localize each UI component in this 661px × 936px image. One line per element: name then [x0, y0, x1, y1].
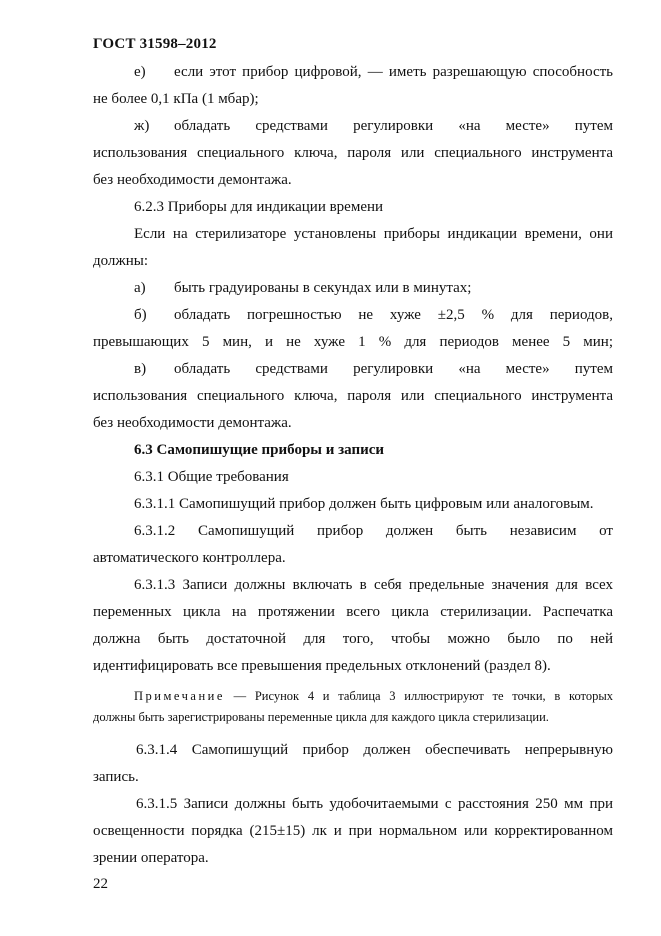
clause-6-3-1-1: 6.3.1.1 Самопишущий прибор должен быть цифровым или аналоговым. — [134, 496, 594, 512]
note-line — [134, 688, 613, 704]
note-label: Примечание — [134, 689, 225, 703]
paragraph-line: быть градуированы в секундах или в минутах; — [174, 280, 472, 296]
paragraph-line: превышающих 5 мин, и не хуже 1 % для периодов менее 5 мин; — [93, 334, 613, 350]
clause-6-3-1-2: 6.3.1.2 Самопишущий прибор должен быть независим от — [134, 523, 613, 539]
page-number: 22 — [93, 876, 108, 892]
paragraph-line: переменных цикла на протяжении всего цикла стерилизации. Распечатка — [93, 604, 613, 620]
paragraph-line: обладать средствами регулировки «на месте» путем — [174, 361, 613, 377]
paragraph-line: зрении оператора. — [93, 850, 209, 866]
clause-6-3-1-4: 6.3.1.4 Самопишущий прибор должен обеспечивать непрерывную — [136, 742, 613, 758]
note-text: — Рисунок 4 и таблица 3 иллюстрируют те точки, в которых — [224, 689, 613, 703]
paragraph-line: без необходимости демонтажа. — [93, 415, 292, 431]
paragraph-line: не более 0,1 кПа (1 мбар); — [93, 91, 259, 107]
list-marker: е) — [134, 64, 146, 80]
paragraph-line: Если на стерилизаторе установлены приборы индикации времени, они — [134, 226, 613, 242]
list-marker: в) — [134, 361, 147, 377]
paragraph-line: если этот прибор цифровой, — иметь разрешающую способность — [174, 64, 613, 80]
paragraph-line: идентифицировать все превышения предельных отклонений (раздел 8). — [93, 658, 551, 674]
clause-6-3-1-3: 6.3.1.3 Записи должны включать в себя предельные значения для всех — [134, 577, 613, 593]
paragraph-line: использования специального ключа, пароля или специального инструмента — [93, 145, 613, 161]
list-item-a — [134, 279, 613, 297]
subsection-title-6-3-1: 6.3.1 Общие требования — [134, 469, 289, 485]
list-item-b — [134, 306, 613, 324]
list-marker: а) — [134, 280, 146, 296]
paragraph-line: должны: — [93, 253, 149, 269]
paragraph-line: автоматического контроллера. — [93, 550, 286, 566]
list-item-v — [134, 360, 613, 378]
paragraph-line: запись. — [93, 769, 139, 785]
paragraph-line: обладать погрешностью не хуже ±2,5 % для периодов, — [174, 307, 613, 323]
document-header: ГОСТ 31598–2012 — [93, 36, 217, 52]
paragraph-line: освещенности порядка (215±15) лк и при нормальном или корректированном — [93, 823, 613, 839]
list-marker: ж) — [134, 118, 150, 134]
list-item-e — [134, 63, 613, 81]
list-item-zh — [134, 117, 613, 135]
section-title-6-3: 6.3 Самопишущие приборы и записи — [134, 442, 385, 458]
subsection-title-6-2-3: 6.2.3 Приборы для индикации времени — [134, 199, 384, 215]
note-line: должны быть зарегистрированы переменные цикла для каждого цикла стерилизации. — [93, 710, 549, 724]
paragraph-line: использования специального ключа, пароля или специального инструмента — [93, 388, 613, 404]
paragraph-line: без необходимости демонтажа. — [93, 172, 292, 188]
paragraph-line: должна быть достаточной для того, чтобы можно было по ней — [93, 631, 613, 647]
paragraph-line: обладать средствами регулировки «на месте» путем — [174, 118, 613, 134]
clause-6-3-1-5: 6.3.1.5 Записи должны быть удобочитаемыми с расстояния 250 мм при — [136, 796, 613, 812]
list-marker: б) — [134, 307, 147, 323]
